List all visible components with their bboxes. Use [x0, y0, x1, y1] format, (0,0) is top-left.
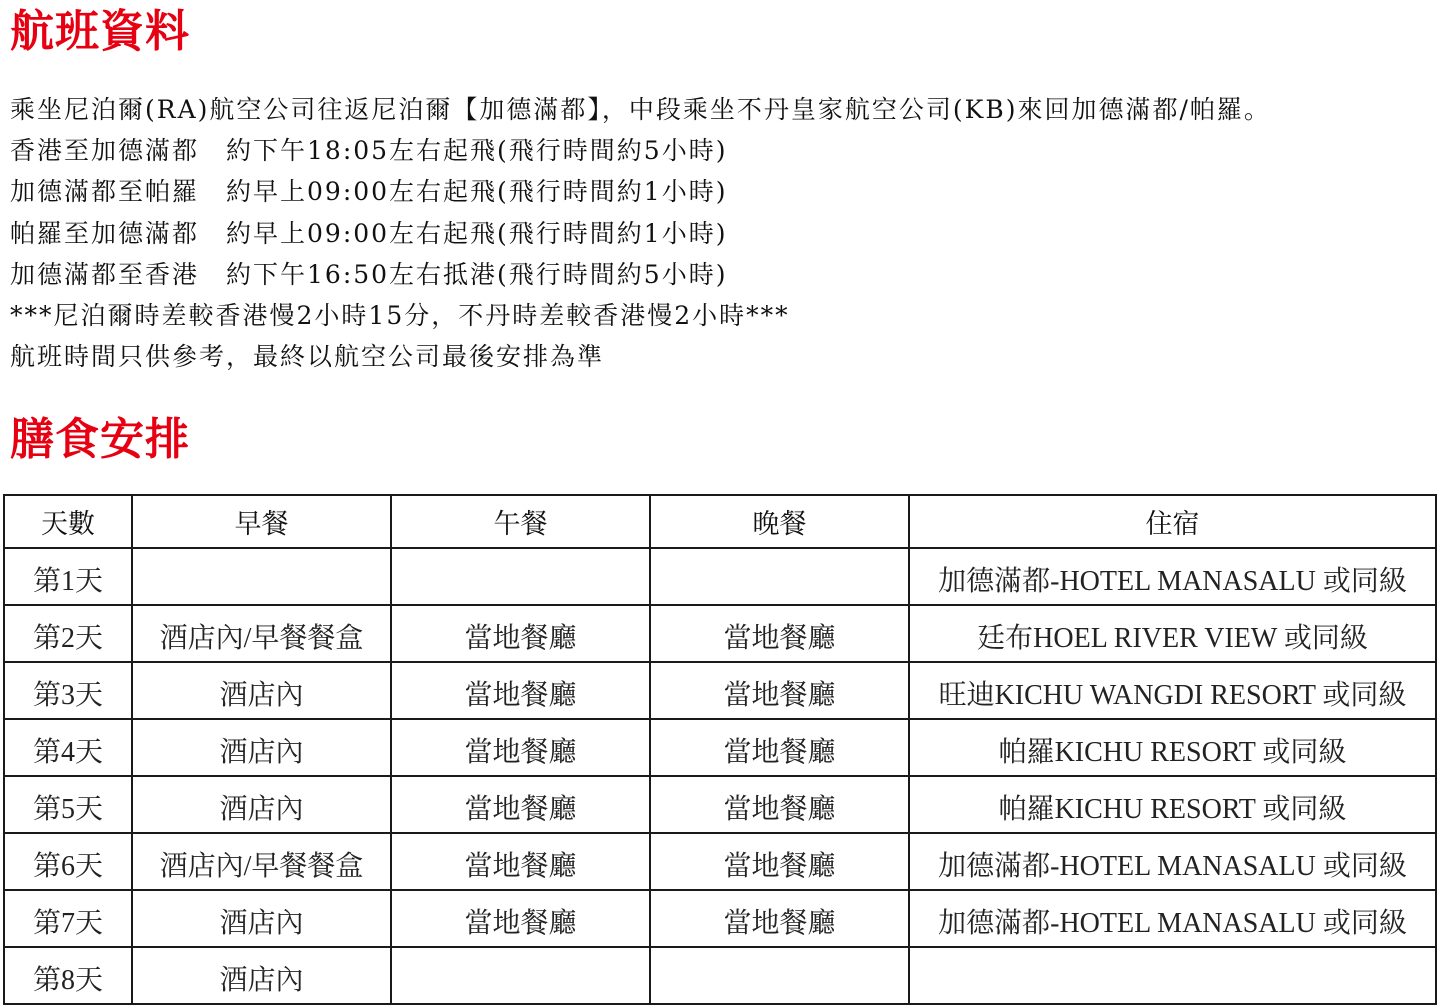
flight-info-line: 加德滿都至帕羅 約早上09:00左右起飛(飛行時間約1小時)	[10, 177, 728, 207]
day-cell: 第4天	[4, 719, 132, 776]
flight-info-list	[10, 89, 1435, 377]
table-row	[4, 947, 1436, 1004]
breakfast-cell: 酒店內	[132, 776, 391, 833]
hotel-cell: 廷布HOEL RIVER VIEW 或同級	[909, 605, 1436, 662]
flight-info-line: 香港至加德滿都 約下午18:05左右起飛(飛行時間約5小時)	[10, 136, 728, 166]
day-cell: 第2天	[4, 605, 132, 662]
dinner-cell: 當地餐廳	[650, 605, 909, 662]
column-header-hotel: 住宿	[909, 495, 1436, 548]
column-header-dinner: 晚餐	[650, 495, 909, 548]
lunch-cell: 當地餐廳	[391, 776, 650, 833]
table-row	[4, 548, 1436, 605]
dinner-cell	[650, 947, 909, 1004]
dinner-cell	[650, 548, 909, 605]
day-cell: 第1天	[4, 548, 132, 605]
table-row	[4, 833, 1436, 890]
table-header-row	[4, 495, 1436, 548]
lunch-cell: 當地餐廳	[391, 605, 650, 662]
dinner-cell: 當地餐廳	[650, 833, 909, 890]
column-header-day: 天數	[4, 495, 132, 548]
lunch-cell	[391, 548, 650, 605]
lunch-cell: 當地餐廳	[391, 833, 650, 890]
dinner-cell: 當地餐廳	[650, 890, 909, 947]
day-cell: 第5天	[4, 776, 132, 833]
lunch-cell	[391, 947, 650, 1004]
breakfast-cell: 酒店內/早餐餐盒	[132, 833, 391, 890]
meal-arrangement-title: 膳食安排	[10, 415, 190, 464]
breakfast-cell: 酒店內	[132, 719, 391, 776]
hotel-cell: 帕羅KICHU RESORT 或同級	[909, 719, 1436, 776]
lunch-cell: 當地餐廳	[391, 719, 650, 776]
breakfast-cell: 酒店內	[132, 890, 391, 947]
lunch-cell: 當地餐廳	[391, 662, 650, 719]
flight-info-line: 加德滿都至香港 約下午16:50左右抵港(飛行時間約5小時)	[10, 259, 728, 289]
flight-info-line: 帕羅至加德滿都 約早上09:00左右起飛(飛行時間約1小時)	[10, 218, 728, 248]
breakfast-cell	[132, 548, 391, 605]
hotel-cell: 加德滿都-HOTEL MANASALU 或同級	[909, 548, 1436, 605]
hotel-cell: 加德滿都-HOTEL MANASALU 或同級	[909, 890, 1436, 947]
day-cell: 第6天	[4, 833, 132, 890]
column-header-lunch: 午餐	[391, 495, 650, 548]
table-row	[4, 662, 1436, 719]
hotel-cell	[909, 947, 1436, 1004]
day-cell: 第7天	[4, 890, 132, 947]
hotel-cell: 旺迪KICHU WANGDI RESORT 或同級	[909, 662, 1436, 719]
flight-info-line: ***尼泊爾時差較香港慢2小時15分，不丹時差較香港慢2小時***	[10, 300, 790, 330]
dinner-cell: 當地餐廳	[650, 719, 909, 776]
table-row	[4, 605, 1436, 662]
dinner-cell: 當地餐廳	[650, 776, 909, 833]
meal-table	[3, 494, 1437, 1005]
breakfast-cell: 酒店內	[132, 662, 391, 719]
table-row	[4, 719, 1436, 776]
flight-info-line: 乘坐尼泊爾(RA)航空公司往返尼泊爾【加德滿都】，中段乘坐不丹皇家航空公司(KB)來回加德滿都/帕羅。	[10, 95, 1271, 124]
dinner-cell: 當地餐廳	[650, 662, 909, 719]
hotel-cell: 帕羅KICHU RESORT 或同級	[909, 776, 1436, 833]
flight-info-title: 航班資料	[10, 7, 190, 56]
breakfast-cell: 酒店內	[132, 947, 391, 1004]
flight-info-line: 航班時間只供參考，最終以航空公司最後安排為準	[10, 342, 605, 372]
breakfast-cell: 酒店內/早餐餐盒	[132, 605, 391, 662]
column-header-breakfast: 早餐	[132, 495, 391, 548]
table-row	[4, 890, 1436, 947]
table-row	[4, 776, 1436, 833]
hotel-cell: 加德滿都-HOTEL MANASALU 或同級	[909, 833, 1436, 890]
day-cell: 第8天	[4, 947, 132, 1004]
day-cell: 第3天	[4, 662, 132, 719]
lunch-cell: 當地餐廳	[391, 890, 650, 947]
